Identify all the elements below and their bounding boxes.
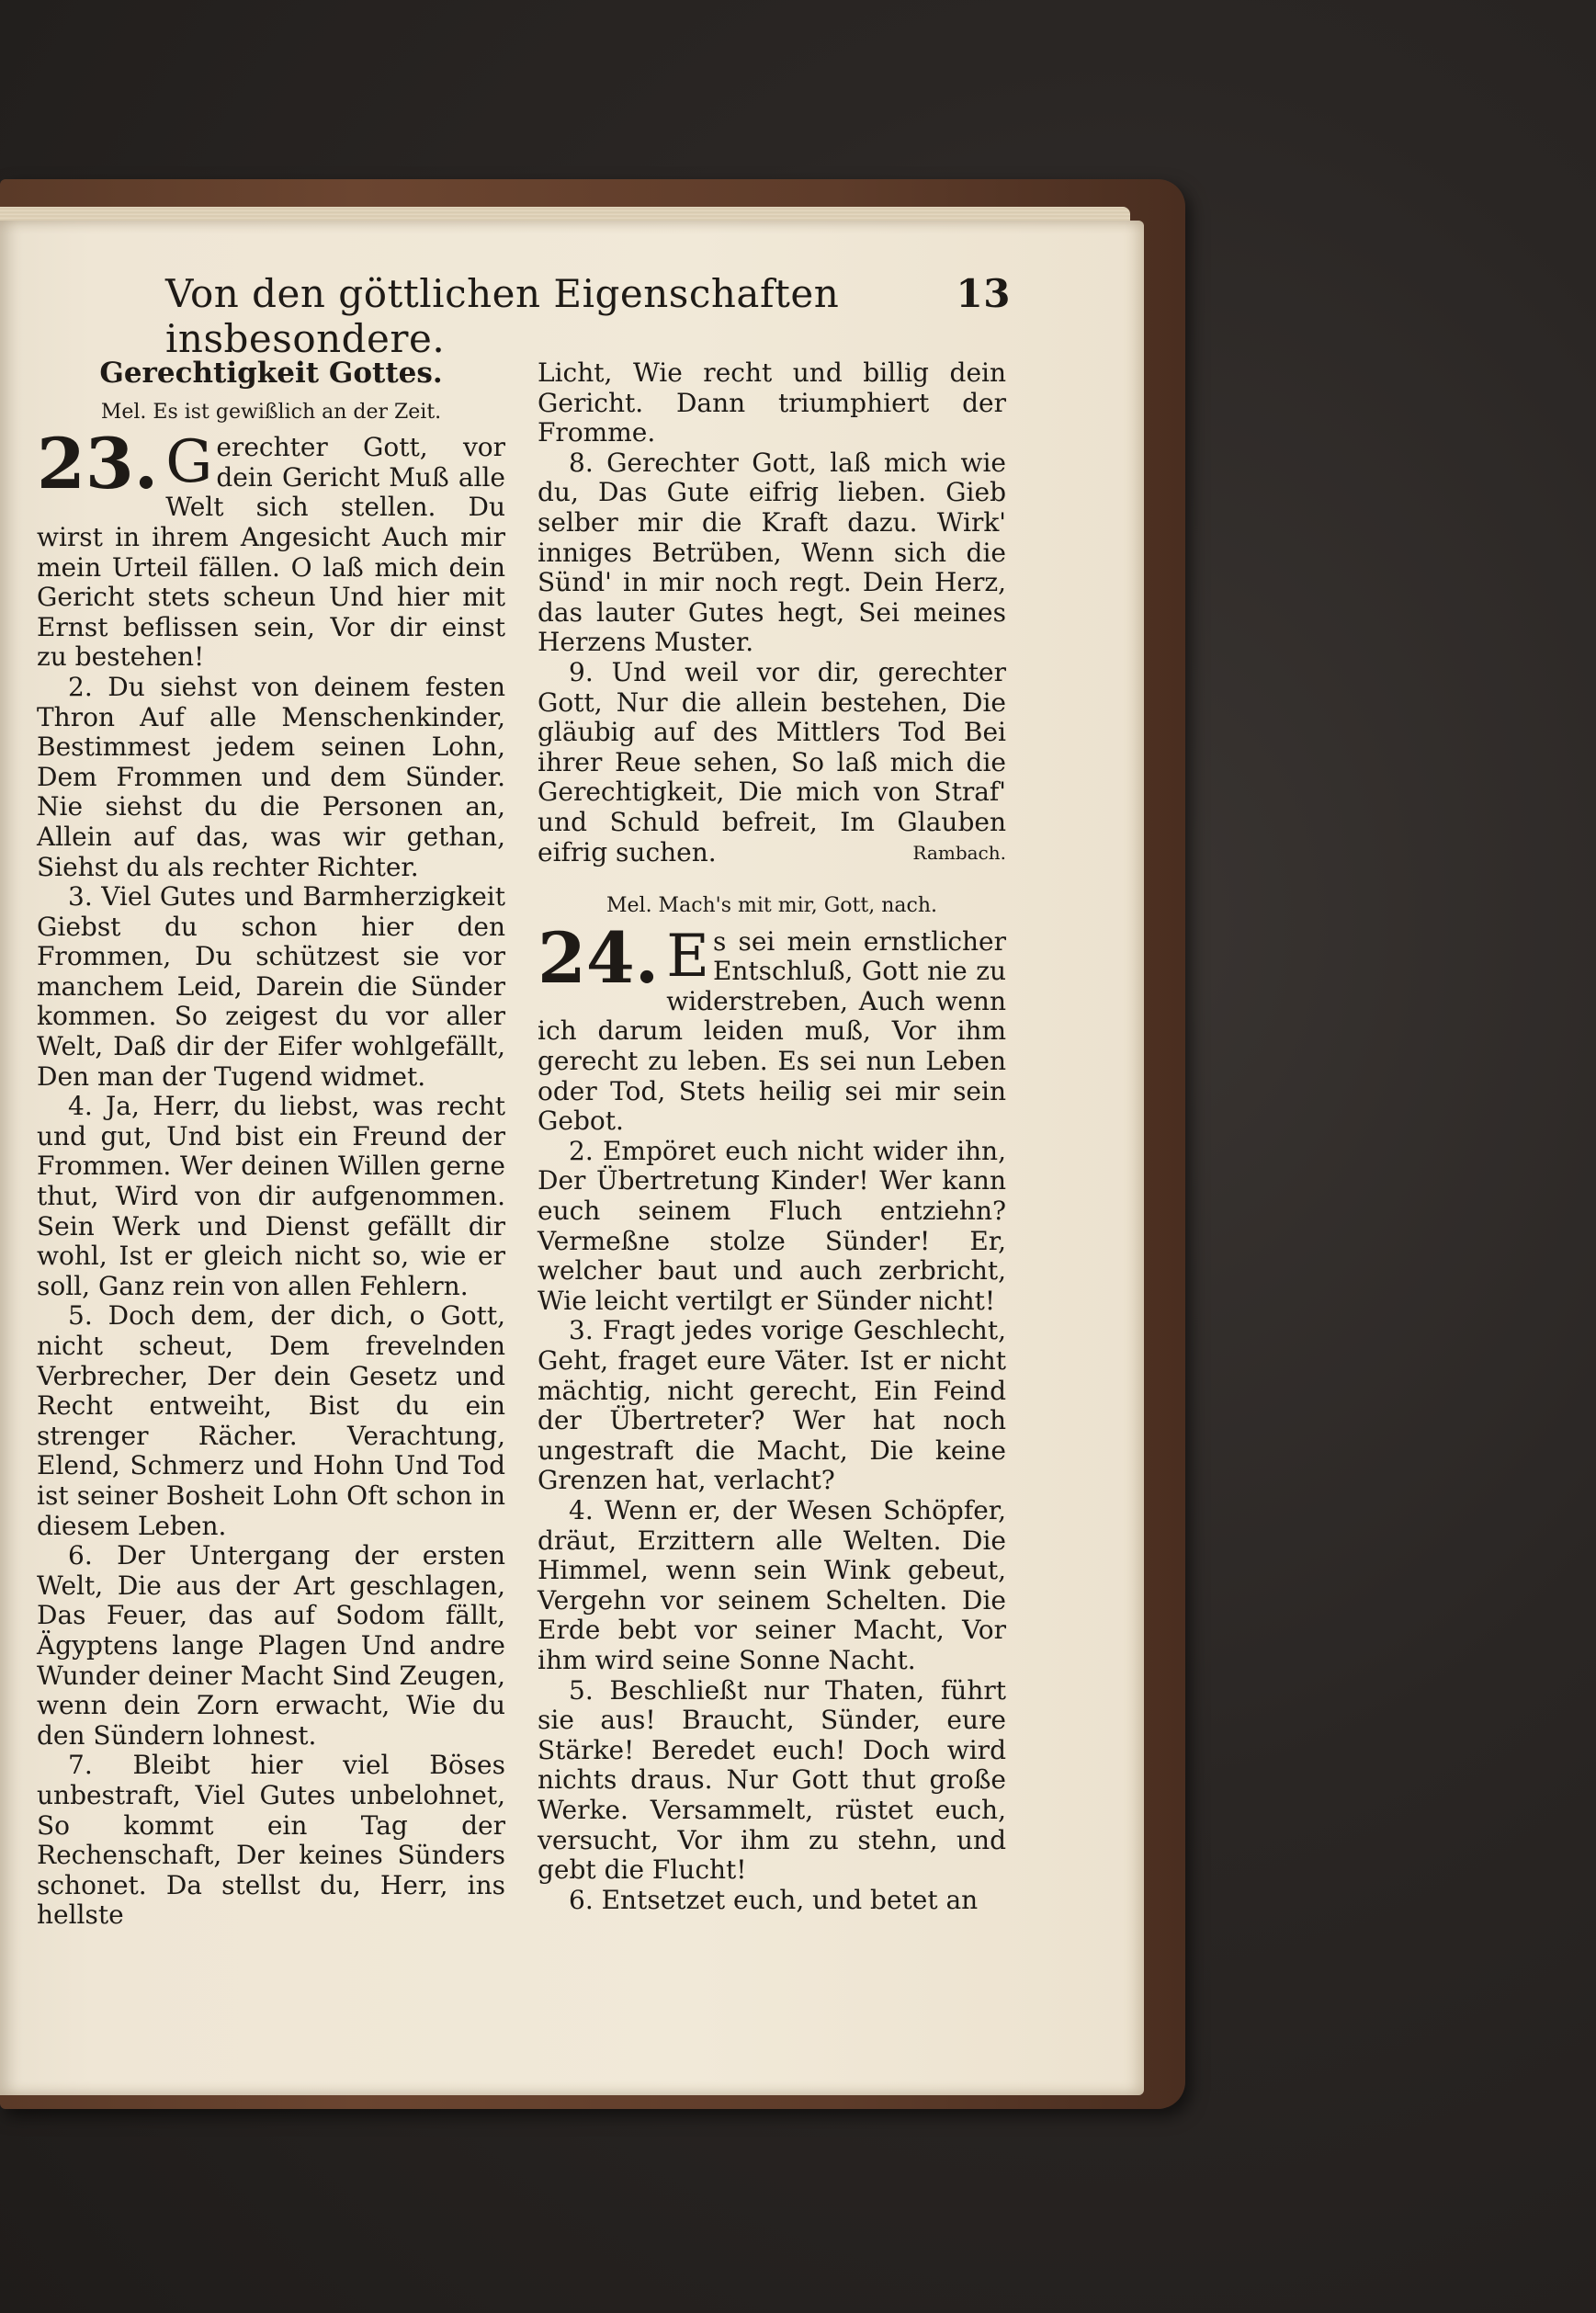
- verse-text: 9. Und weil vor dir, gerechter Gott, Nur die allein bestehen, Die gläubig auf des Mittlers Tod Bei ihrer Reue sehen, So laß mich die Gerechtigkeit, Die mich von Straf' und Schuld befreit, Im Glauben eifrig suchen.: [538, 656, 1006, 867]
- left-column: [37, 358, 505, 1931]
- running-head: [165, 271, 1011, 361]
- verse: 4. Ja, Herr, du liebst, was recht und gut, Und bist ein Freund der Frommen. Wer deinen Willen gerne thut, Wird von dir aufgenommen. Sein Werk und Dienst gefällt dir wohl, Ist er gleich nicht so, wie er soll, Ganz rein von allen Fehlern.: [37, 1091, 505, 1301]
- verse: 6. Der Untergang der ersten Welt, Die aus der Art geschlagen, Das Feuer, das auf Sodom fällt, Ägyptens lange Plagen Und andre Wunder deiner Macht Sind Zeugen, wenn dein Zorn erwacht, Wie du den Sündern lohnest.: [37, 1540, 505, 1751]
- book-page: [0, 221, 1144, 2095]
- hymn-number: 23.: [37, 423, 159, 505]
- verse: 6. Entsetzet euch, und betet an: [569, 1884, 979, 1915]
- verse: 2. Empöret euch nicht wider ihn, Der Übertretung Kinder! Wer kann euch seinem Fluch entziehn? Vermeßne stolze Sünder! Er, welcher baut und auch zerbricht, Wie leicht vertilgt er Sünder nicht!: [538, 1135, 1006, 1316]
- verse-text: erechter Gott, vor dein Gericht Muß alle Welt sich stellen. Du wirst in ihrem Angesicht Auch mir mein Urteil fällen. O laß mich dein Gericht stets scheun Und hier mit Ernst beflissen sein, Vor dir einst zu bestehen!: [37, 432, 505, 673]
- drop-cap: G: [165, 428, 213, 497]
- spacer: [538, 867, 1006, 891]
- author-attribution: Rambach.: [912, 841, 1006, 864]
- verse-text: s sei mein ernstlicher Entschluß, Gott nie zu widerstreben, Auch wenn ich darum leiden muß, Vor ihm gerecht zu leben. Es sei nun Leben oder Tod, Stets heilig sei mir sein Gebot.: [538, 925, 1006, 1137]
- drop-cap: E: [666, 922, 709, 991]
- verse: 5. Doch dem, der dich, o Gott, nicht scheut, Dem frevelnden Verbrecher, Der dein Gesetz und Recht entweiht, Bist du ein strenger Rächer. Verachtung, Elend, Schmerz und Hohn Und Tod ist seiner Bosheit Lohn Oft schon in diesem Leben.: [37, 1300, 505, 1541]
- page-number: 13: [956, 271, 1011, 316]
- verse: [538, 658, 1006, 867]
- verse: 4. Wenn er, der Wesen Schöpfer, dräut, Erzittern alle Welten. Die Himmel, wenn sein Wink gebeut, Vergehn vor seinem Schelten. Die Erde bebt vor seiner Macht, Vor ihm wird seine Sonne Nacht.: [538, 1494, 1006, 1675]
- verse: 7. Bleibt hier viel Böses unbestraft, Viel Gutes unbelohnet, So kommt ein Tag der Rechenschaft, Der keines Sünders schonet. Da stellst du, Herr, ins hellste: [37, 1750, 505, 1931]
- verse: 8. Gerechter Gott, laß mich wie du, Das Gute eifrig lieben. Gieb selber mir die Kraft dazu. Wirk' inniges Betrüben, Wenn sich die Sünd' in mir noch regt. Dein Herz, das lauter Gutes hegt, Sei meines Herzens Muster.: [538, 447, 1006, 658]
- running-head-title: Von den göttlichen Eigenschaften insbesondere.: [165, 271, 840, 361]
- verse: 3. Viel Gutes und Barmherzigkeit Giebst du schon hier den Frommen, Du schützest sie vor manchem Leid, Darein die Sünder kommen. So zeigest du vor aller Welt, Daß dir der Eifer wohlgefällt, Den man der Tugend widmet.: [37, 881, 505, 1092]
- verse-continuation: Licht, Wie recht und billig dein Gericht. Dann triumphiert der Fromme.: [538, 357, 1006, 448]
- right-column: [538, 358, 1006, 1915]
- verse: 2. Du siehst von deinem festen Thron Auf alle Menschenkinder, Bestimmest jedem seinen Lohn, Dem Frommen und dem Sünder. Nie siehst du die Personen an, Allein auf das, was wir gethan, Siehst du als rechter Richter.: [37, 671, 505, 882]
- melody-line: Mel. Mach's mit mir, Gott, nach.: [606, 894, 937, 918]
- hymn-23-first-verse: [37, 423, 505, 673]
- hymn-24-first-verse: [538, 916, 1006, 1137]
- verse: 5. Beschließt nur Thaten, führt sie aus! Braucht, Sünder, eure Stärke! Beredet euch! Doch wird nichts draus. Nur Gott thut große Werke. Versammelt, rüstet euch, versucht, Vor ihm zu stehn, und gebt die Flucht!: [538, 1674, 1006, 1886]
- melody-line: Mel. Es ist gewißlich an der Zeit.: [100, 400, 442, 424]
- section-heading: Gerechtigkeit Gottes.: [99, 357, 443, 390]
- verse: 3. Fragt jedes vorige Geschlecht, Geht, fraget eure Väter. Ist er nicht mächtig, nicht gerecht, Ein Feind der Übertreter? Wer hat noch ungestraft die Macht, Die keine Grenzen hat, verlacht?: [538, 1315, 1006, 1496]
- hymn-number: 24.: [538, 916, 660, 999]
